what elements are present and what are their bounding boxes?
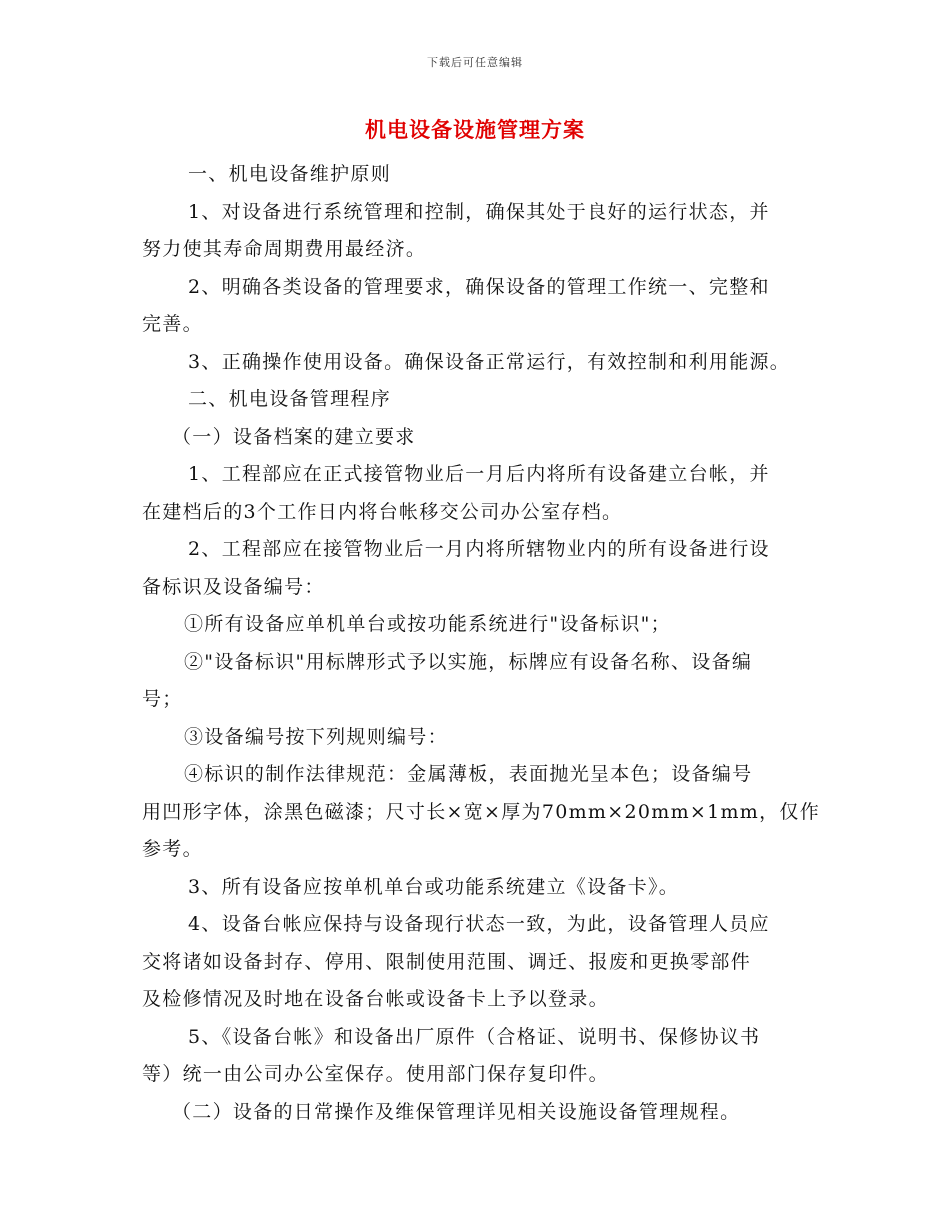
document-body xyxy=(142,156,821,1131)
paragraph-1-2 xyxy=(142,269,812,344)
text-line: 参考。 xyxy=(142,838,203,860)
text-line: 等）统一由公司办公室保存。使用部门保存复印件。 xyxy=(142,1063,609,1085)
text-line: ④标识的制作法律规范：金属薄板，表面抛光呈本色；设备编号 xyxy=(184,763,753,785)
text-line: 5、《设备台帐》和设备出厂原件（合格证、说明书、保修协议书 xyxy=(188,1025,761,1048)
text-line: 一、机电设备维护原则 xyxy=(188,163,392,185)
text-line: 用凹形字体，涂黑色磁漆；尺寸长×宽×厚为70mm×20mm×1mm，仅作 xyxy=(142,800,821,823)
text-line: 3、正确操作使用设备。确保设备正常运行，有效控制和利用能源。 xyxy=(188,350,791,373)
list-item-1 xyxy=(142,606,812,644)
text-line: （一）设备档案的建立要求 xyxy=(172,425,416,448)
list-item-2 xyxy=(142,644,812,719)
subsection-heading-1 xyxy=(142,419,812,457)
paragraph-2-2 xyxy=(142,531,812,606)
text-line: 备标识及设备编号： xyxy=(142,575,325,598)
text-line: 努力使其寿命周期费用最经济。 xyxy=(142,238,427,260)
text-line: 在建档后的3个工作日内将台帐移交公司办公室存档。 xyxy=(142,500,623,523)
text-line: 交将诸如设备封存、停用、限制使用范围、调迁、报废和更换零部件 xyxy=(142,950,752,973)
text-line: 1、对设备进行系统管理和控制，确保其处于良好的运行状态，并 xyxy=(188,200,770,223)
text-line: 完善。 xyxy=(142,313,203,335)
paragraph-2-4 xyxy=(142,906,812,1019)
list-item-3 xyxy=(142,719,812,757)
text-line: 4、设备台帐应保持与设备现行状态一致，为此，设备管理人员应 xyxy=(188,913,770,935)
list-item-4 xyxy=(142,756,821,869)
paragraph-2-3 xyxy=(142,869,812,907)
text-line: 2、明确各类设备的管理要求，确保设备的管理工作统一、完整和 xyxy=(188,275,770,298)
text-line: （二）设备的日常操作及维保管理详见相关设施设备管理规程。 xyxy=(172,1100,741,1123)
text-line: ①所有设备应单机单台或按功能系统进行"设备标识"； xyxy=(184,613,671,635)
header-note: 下载后可任意编辑 xyxy=(427,56,523,69)
paragraph-1-3 xyxy=(142,344,812,382)
text-line: 2、工程部应在接管物业后一月内将所辖物业内的所有设备进行设 xyxy=(188,538,770,560)
text-line: 1、工程部应在正式接管物业后一月后内将所有设备建立台帐，并 xyxy=(188,463,770,485)
document-title: 机电设备设施管理方案 xyxy=(365,117,585,142)
subsection-heading-2 xyxy=(142,1094,812,1132)
text-line: 3、所有设备应按单机单台或功能系统建立《设备卡》。 xyxy=(188,875,680,898)
text-line: ③设备编号按下列规则编号： xyxy=(184,725,448,748)
section-heading-2 xyxy=(142,381,812,419)
paragraph-2-5 xyxy=(142,1019,812,1094)
text-line: 号； xyxy=(142,688,183,710)
section-heading-1 xyxy=(142,156,812,194)
text-line: 及检修情况及时地在设备台帐或设备卡上予以登录。 xyxy=(142,988,609,1010)
text-line: ②"设备标识"用标牌形式予以实施，标牌应有设备名称、设备编 xyxy=(184,650,753,673)
text-line: 二、机电设备管理程序 xyxy=(188,388,392,410)
paragraph-1-1 xyxy=(142,194,812,269)
paragraph-2-1 xyxy=(142,456,812,531)
